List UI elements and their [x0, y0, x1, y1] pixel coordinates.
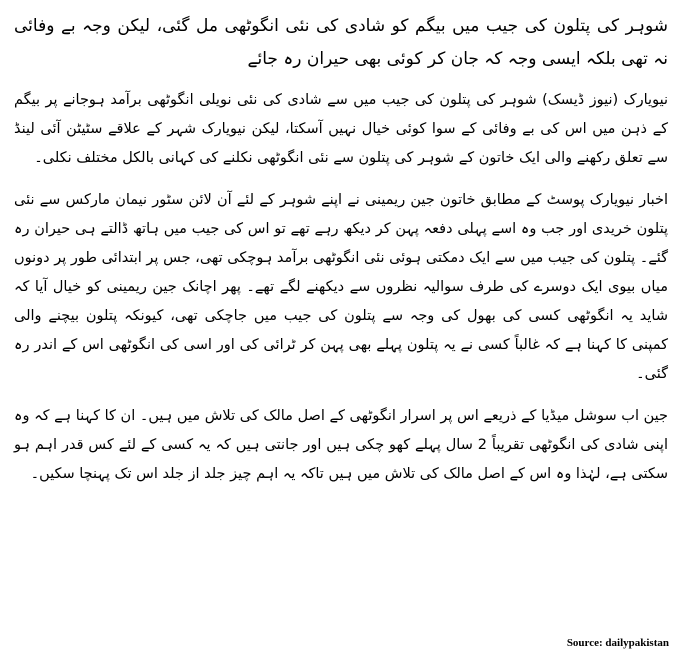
article-paragraph: اخبار نیویارک پوسٹ کے مطابق خاتون جین ریمینی نے اپنے شوہر کے لئے آن لائن سٹور نیمان مارکس سے نئی پتلون خریدی اور جب وہ اسے پہلی دفعہ پہن کر دیکھ رہے تھے تو اس کی جیب میں ہاتھ ڈالتے ہی حیران رہ گئے۔ پتلون کی جیب میں سے ایک دمکتی ہوئی نئی انگوٹھی برآمد ہوچکی تھی، جس پر ابتدائی طور پر دونوں میاں بیوی ایک دوسرے کی طرف سوالیہ نظروں سے دیکھنے لگے تھے۔ پھر اچانک جین ریمینی کو خیال آیا کہ شاید یہ انگوٹھی کسی کی بھول کی وجہ سے پتلون کی جیب میں جاچکی تھی، کیونکہ پتلون بیچنے والی کمپنی کا کہنا ہے کہ غالباً کسی نے یہ پتلون پہلے بھی پہن کر ٹرائی کی اور اسی کی انگوٹھی اس کے اندر رہ گئی۔ [14, 192, 668, 382]
source-credit: Source: dailypakistan [566, 637, 669, 649]
news-article [14, 10, 668, 502]
article-paragraph: جین اب سوشل میڈیا کے ذریعے اس پر اسرار انگوٹھی کے اصل مالک کی تلاش میں ہیں۔ ان کا کہنا ہے کہ وہ اپنی شادی کی انگوٹھی تقریباً 2 سال پہلے کھو چکی ہیں اور جانتی ہیں کہ یہ کسی کے لئے کس قدر اہم ہو سکتی ہے، لہٰذا وہ اس کے اصل مالک کی تلاش میں ہیں تاکہ یہ اہم چیز جلد از جلد اس تک پہنچا سکیں۔ [14, 408, 668, 482]
article-paragraph: نیویارک (نیوز ڈیسک) شوہر کی پتلون کی جیب میں سے شادی کی نئی نویلی انگوٹھی برآمد ہوجانے پر بیگم کے ذہن میں اس کی بے وفائی کے سوا کوئی خیال نہیں آسکتا، لیکن نیویارک شہر کے علاقے سٹیٹن آئی لینڈ سے تعلق رکھنے والی ایک خاتون کے شوہر کی پتلون سے نئی انگوٹھی نکلنے کی کہانی بالکل مختلف نکلی۔ [14, 92, 668, 166]
article-headline: شوہر کی پتلون کی جیب میں بیگم کو شادی کی نئی انگوٹھی مل گئی، لیکن وجہ بے وفائی نہ تھی بلکہ ایسی وجہ کہ جان کر کوئی بھی حیران رہ جائے [14, 16, 668, 69]
